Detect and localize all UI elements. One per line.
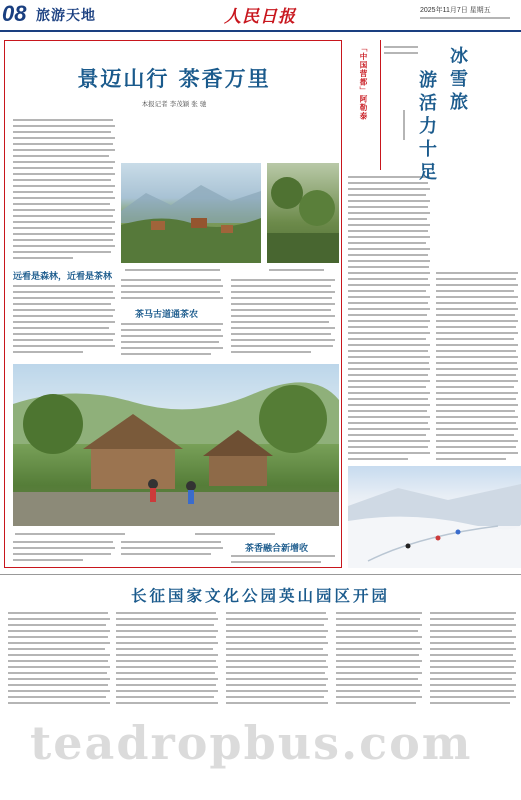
text-line <box>336 666 420 668</box>
text-line <box>8 636 108 638</box>
text-line <box>13 547 115 549</box>
text-line <box>436 458 506 460</box>
text-line <box>8 702 110 704</box>
text-line <box>348 296 430 298</box>
text-line <box>226 624 324 626</box>
text-line <box>231 333 331 335</box>
text-line <box>13 315 113 317</box>
text-line <box>8 678 110 680</box>
text-line <box>348 230 428 232</box>
text-line <box>226 660 326 662</box>
text-line <box>226 654 328 656</box>
text-line <box>116 666 218 668</box>
text-line <box>116 636 216 638</box>
text-line <box>384 52 418 54</box>
page-number: 08 <box>2 1 27 26</box>
text-line <box>430 672 516 674</box>
text-line <box>13 179 111 181</box>
text-line <box>436 386 514 388</box>
text-line <box>348 302 428 304</box>
text-line <box>13 185 115 187</box>
text-line <box>226 702 328 704</box>
text-line <box>125 269 220 271</box>
text-line <box>336 642 420 644</box>
text-line <box>13 541 113 543</box>
text-line <box>226 684 326 686</box>
text-line <box>436 302 516 304</box>
text-line <box>336 696 422 698</box>
text-line <box>13 309 115 311</box>
text-line <box>336 660 422 662</box>
text-line <box>116 702 218 704</box>
section-divider <box>0 574 521 575</box>
text-line <box>116 630 218 632</box>
feature-article <box>4 40 342 568</box>
tea-village-street-photo <box>13 364 339 526</box>
text-line <box>121 329 221 331</box>
text-line <box>430 666 514 668</box>
text-line <box>348 284 430 286</box>
text-line <box>231 327 335 329</box>
text-line <box>13 149 115 151</box>
text-line <box>231 309 331 311</box>
text-line <box>430 642 514 644</box>
text-line <box>231 345 333 347</box>
text-line <box>231 297 332 299</box>
text-line <box>436 284 518 286</box>
text-line <box>436 308 518 310</box>
text-line <box>336 618 420 620</box>
text-line <box>430 630 512 632</box>
text-line <box>13 285 115 287</box>
subhead: 远看是森林，近看是茶林 <box>13 272 113 282</box>
text-line <box>348 386 426 388</box>
text-line <box>116 684 216 686</box>
text-line <box>348 248 430 250</box>
mountain-village-photo <box>121 163 261 263</box>
text-line <box>121 541 221 543</box>
text-line <box>231 321 329 323</box>
text-line <box>348 362 429 364</box>
text-line <box>231 279 335 281</box>
section-name: 旅游天地 <box>36 8 96 24</box>
page-header <box>0 0 521 30</box>
text-line <box>226 612 326 614</box>
text-line <box>116 672 215 674</box>
text-line <box>226 690 328 692</box>
text-line <box>13 203 110 205</box>
text-line <box>226 672 325 674</box>
text-line <box>269 269 324 271</box>
text-line <box>13 155 109 157</box>
text-line <box>121 341 219 343</box>
text-line <box>13 553 111 555</box>
subhead: 茶香融合新增收 <box>245 544 309 554</box>
text-line <box>231 303 335 305</box>
text-line <box>430 684 516 686</box>
text-line <box>13 345 115 347</box>
text-line <box>336 702 416 704</box>
text-line <box>348 404 430 406</box>
text-line <box>231 561 321 563</box>
subhead: 茶马古道通茶农 <box>135 310 199 320</box>
text-line <box>348 200 430 202</box>
text-line <box>348 344 430 346</box>
text-line <box>226 696 324 698</box>
feature-title: 景迈山行 茶香万里 <box>77 66 271 91</box>
text-line <box>226 666 328 668</box>
text-line <box>226 636 326 638</box>
text-line <box>348 332 430 334</box>
watermark-text: teadropbus.com <box>30 716 473 770</box>
text-line <box>430 624 516 626</box>
text-line <box>436 320 518 322</box>
text-line <box>436 440 518 442</box>
text-line <box>8 648 105 650</box>
text-line <box>226 618 328 620</box>
text-line <box>348 398 428 400</box>
text-line <box>430 654 513 656</box>
text-line <box>195 533 275 535</box>
text-line <box>231 291 335 293</box>
text-line <box>348 212 430 214</box>
text-line <box>348 320 430 322</box>
text-line <box>13 215 113 217</box>
text-line <box>336 690 420 692</box>
text-line <box>348 236 430 238</box>
column-tag-bar <box>346 40 381 170</box>
text-line <box>13 173 115 175</box>
text-line <box>336 672 422 674</box>
text-line <box>348 194 426 196</box>
text-line <box>116 618 218 620</box>
text-line <box>116 654 218 656</box>
text-line <box>348 224 430 226</box>
text-line <box>226 630 328 632</box>
masthead-logo: 人民日报 <box>224 7 296 27</box>
text-line <box>430 690 514 692</box>
text-line <box>116 612 216 614</box>
text-line <box>348 350 428 352</box>
text-line <box>226 678 328 680</box>
text-line <box>430 660 516 662</box>
text-line <box>13 161 115 163</box>
text-line <box>8 696 106 698</box>
text-line <box>436 344 518 346</box>
text-line <box>13 209 115 211</box>
text-line <box>336 630 418 632</box>
text-line <box>13 303 111 305</box>
text-line <box>436 356 518 358</box>
text-line <box>430 678 512 680</box>
text-line <box>436 422 516 424</box>
text-line <box>8 672 107 674</box>
text-line <box>348 314 427 316</box>
text-line <box>430 702 510 704</box>
text-line <box>8 690 110 692</box>
text-line <box>348 440 430 442</box>
text-line <box>436 314 515 316</box>
text-line <box>8 666 110 668</box>
ski-slope-photo <box>348 466 521 568</box>
text-line <box>13 351 83 353</box>
text-line <box>121 297 223 299</box>
text-line <box>436 332 518 334</box>
text-line <box>348 410 427 412</box>
text-line <box>336 612 422 614</box>
text-line <box>13 559 83 561</box>
text-line <box>116 624 214 626</box>
text-line <box>430 612 516 614</box>
text-line <box>436 296 518 298</box>
text-line <box>231 285 331 287</box>
text-line <box>8 684 108 686</box>
text-line <box>121 547 223 549</box>
text-line <box>116 642 218 644</box>
text-line <box>116 660 216 662</box>
bottom-article-title: 长征国家文化公园英山园区开园 <box>130 586 390 605</box>
text-line <box>436 380 518 382</box>
text-line <box>430 618 514 620</box>
text-line <box>436 362 517 364</box>
text-line <box>436 278 516 280</box>
text-line <box>436 392 518 394</box>
text-line <box>13 251 111 253</box>
text-line <box>348 278 428 280</box>
text-line <box>116 690 218 692</box>
text-line <box>348 206 428 208</box>
text-line <box>121 335 223 337</box>
text-line <box>348 452 430 454</box>
text-line <box>348 188 430 190</box>
text-line <box>436 446 516 448</box>
text-line <box>231 315 335 317</box>
text-line <box>13 137 115 139</box>
text-line <box>348 422 428 424</box>
text-line <box>436 368 518 370</box>
text-line <box>436 272 518 274</box>
text-line <box>13 233 115 235</box>
text-line <box>436 326 516 328</box>
side-headline-line1: 冰雪旅 <box>447 46 468 115</box>
text-line <box>348 272 430 274</box>
text-line <box>121 279 221 281</box>
text-line <box>121 291 220 293</box>
text-line <box>121 347 223 349</box>
side-headline-line2: 游活力十足 <box>416 70 437 185</box>
text-line <box>336 654 419 656</box>
text-line <box>348 392 430 394</box>
text-line <box>116 648 213 650</box>
text-line <box>336 624 422 626</box>
text-line <box>121 553 211 555</box>
text-line <box>348 434 426 436</box>
text-line <box>8 618 110 620</box>
text-line <box>13 257 73 259</box>
text-line <box>436 428 518 430</box>
text-line <box>436 452 518 454</box>
text-line <box>348 356 430 358</box>
tea-plantation-photo <box>267 163 339 263</box>
text-line <box>348 368 430 370</box>
text-line <box>436 350 516 352</box>
column-tag: 「中国营都」阿勒泰 <box>359 44 368 121</box>
text-line <box>436 290 514 292</box>
text-line <box>13 297 115 299</box>
text-line <box>348 428 430 430</box>
text-line <box>436 410 515 412</box>
text-line <box>348 308 430 310</box>
text-line <box>13 191 113 193</box>
text-line <box>430 648 516 650</box>
text-line <box>348 254 428 256</box>
text-line <box>336 684 422 686</box>
text-line <box>231 351 311 353</box>
text-line <box>436 374 516 376</box>
text-line <box>436 416 518 418</box>
text-line <box>13 245 115 247</box>
text-line <box>231 339 335 341</box>
text-line <box>348 242 426 244</box>
text-line <box>13 125 115 127</box>
text-line <box>13 143 113 145</box>
text-line <box>436 398 516 400</box>
text-line <box>348 416 430 418</box>
text-line <box>436 434 514 436</box>
text-line <box>226 648 323 650</box>
text-line <box>13 321 115 323</box>
text-line <box>121 353 211 355</box>
text-line <box>436 404 518 406</box>
text-line <box>13 239 113 241</box>
text-line <box>13 131 111 133</box>
text-line <box>348 218 427 220</box>
text-line <box>13 291 113 293</box>
text-line <box>116 678 218 680</box>
text-line <box>121 323 223 325</box>
text-line <box>116 696 214 698</box>
text-line <box>348 290 426 292</box>
text-line <box>420 17 510 19</box>
text-line <box>8 612 108 614</box>
issue-date: 2025年11月7日 星期五 <box>420 7 491 14</box>
text-line <box>348 374 428 376</box>
text-line <box>13 167 113 169</box>
text-line <box>13 333 115 335</box>
text-line <box>13 339 113 341</box>
text-line <box>13 227 112 229</box>
text-line <box>403 110 405 140</box>
text-line <box>348 380 430 382</box>
text-line <box>348 260 430 262</box>
text-line <box>13 221 115 223</box>
text-line <box>13 327 109 329</box>
feature-byline: 本报记者 李茂颖 张 驰 <box>141 100 207 108</box>
text-line <box>348 266 429 268</box>
text-line <box>8 642 110 644</box>
text-line <box>336 678 418 680</box>
text-line <box>348 338 426 340</box>
text-line <box>15 533 125 535</box>
text-line <box>226 642 328 644</box>
text-line <box>436 338 514 340</box>
text-line <box>336 648 422 650</box>
text-line <box>121 285 223 287</box>
text-line <box>8 660 108 662</box>
text-line <box>8 624 106 626</box>
text-line <box>430 696 516 698</box>
text-line <box>8 630 110 632</box>
text-line <box>430 636 516 638</box>
text-line <box>231 555 335 557</box>
text-line <box>348 446 428 448</box>
text-line <box>384 46 418 48</box>
text-line <box>336 636 422 638</box>
text-line <box>8 654 110 656</box>
text-line <box>13 197 115 199</box>
text-line <box>348 326 428 328</box>
text-line <box>13 119 113 121</box>
header-rule <box>0 30 521 32</box>
text-line <box>348 458 408 460</box>
